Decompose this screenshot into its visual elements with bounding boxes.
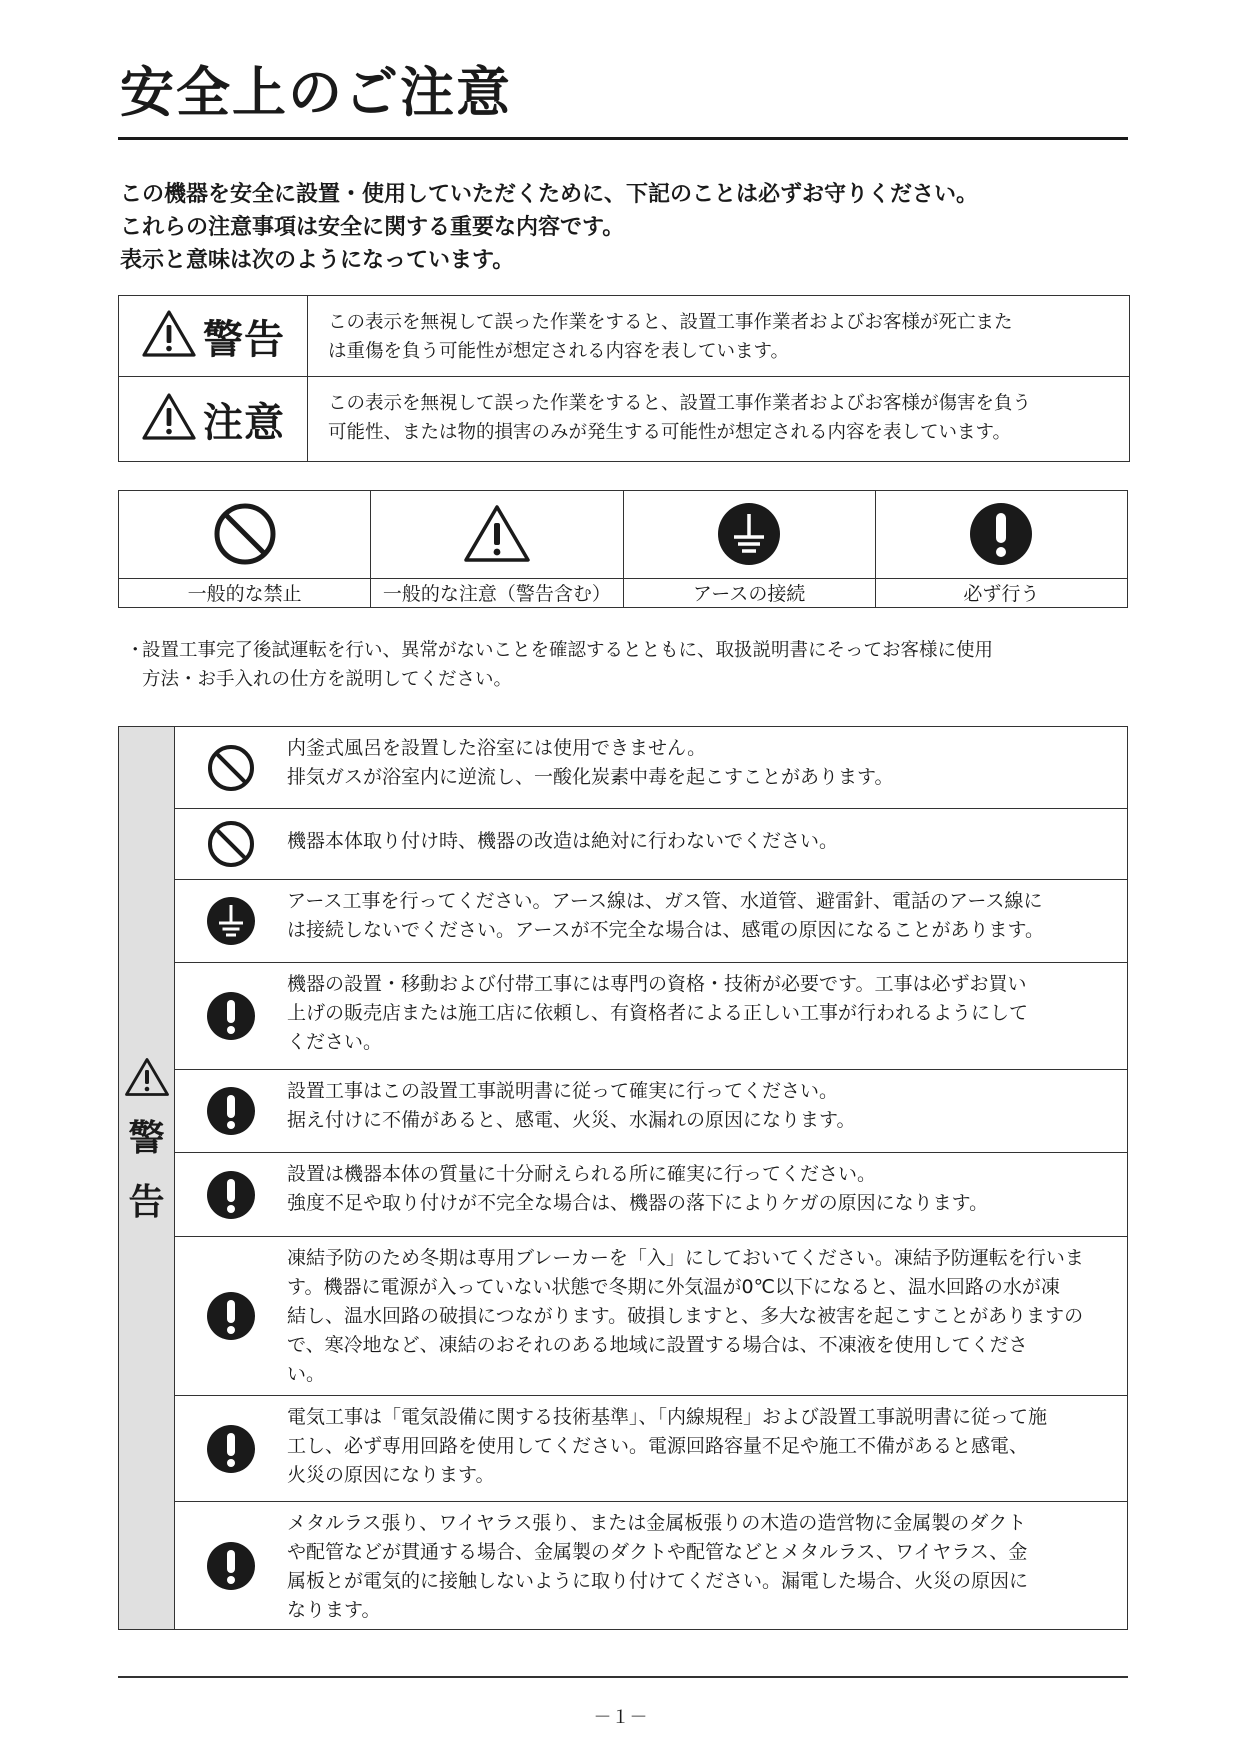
- warning-row: [175, 808, 1127, 879]
- warning-line: 電気工事は「電気設備に関する技術基準」、「内線規程」および設置工事説明書に従って施: [287, 1406, 1048, 1428]
- symbol-cell: [623, 491, 875, 607]
- note-text: [126, 636, 1131, 694]
- warning-text: [287, 963, 1127, 1069]
- symbol-label: アースの接続: [624, 578, 875, 608]
- signal-description: [308, 377, 1129, 461]
- warning-line: アース工事を行ってください。アース線は、ガス管、水道管、避雷針、電話のアース線に: [287, 890, 1043, 912]
- warning-line: は接続しないでください。アースが不完全な場合は、感電の原因になることがあります。: [287, 919, 1044, 941]
- mandatory-icon: [175, 1237, 287, 1395]
- signal-row-warning: [119, 296, 1129, 376]
- warning-line: 据え付けに不備があると、感電、火災、水漏れの原因になります。: [287, 1109, 856, 1131]
- ground-icon: [175, 880, 287, 962]
- warning-triangle-icon: [141, 309, 197, 363]
- warning-text: [287, 1237, 1127, 1395]
- note-bullet: ・: [126, 640, 145, 661]
- symbol-label: 必ず行う: [876, 578, 1127, 608]
- warning-table: [118, 726, 1128, 1630]
- footer-rule: [118, 1676, 1128, 1678]
- ground-icon: [624, 491, 875, 578]
- symbol-legend: [118, 490, 1128, 608]
- intro-line: これらの注意事項は安全に関する重要な内容です。: [120, 215, 625, 240]
- warning-line: す。機器に電源が入っていない状態で冬期に外気温が0℃以下になると、温水回路の水が凍: [287, 1276, 1060, 1298]
- warning-row: [175, 1236, 1127, 1395]
- warning-line: 凍結予防のため冬期は専用ブレーカーを「入」にしておいてください。凍結予防運転を行いま: [287, 1247, 1084, 1269]
- symbol-label: 一般的な注意（警告含む）: [371, 578, 622, 608]
- warning-line: 排気ガスが浴室内に逆流し、一酸化炭素中毒を起こすことがあります。: [287, 766, 894, 788]
- warning-line: メタルラス張り、ワイヤラス張り、または金属板張りの木造の造営物に金属製のダクト: [287, 1512, 1027, 1534]
- warning-row: [175, 1152, 1127, 1236]
- mandatory-icon: [175, 1502, 287, 1629]
- mandatory-icon: [876, 491, 1127, 578]
- warning-text: [287, 727, 1127, 808]
- side-char: 警: [128, 1118, 165, 1159]
- warning-line: で、寒冷地など、凍結のおそれのある地域に設置する場合は、不凍液を使用してくださ: [287, 1334, 1028, 1356]
- warning-line: 火災の原因になります。: [287, 1464, 495, 1486]
- signal-label-cell: [119, 296, 308, 376]
- warning-rows: [175, 727, 1127, 1629]
- warning-row: [175, 727, 1127, 808]
- prohibition-icon: [119, 491, 370, 578]
- signal-description: [308, 296, 1129, 376]
- prohibition-icon: [175, 727, 287, 808]
- warning-line: い。: [287, 1363, 326, 1385]
- signal-description-line: は重傷を負う可能性が想定される内容を表しています。: [328, 341, 790, 362]
- signal-word-table: [118, 295, 1130, 462]
- signal-label-cell: [119, 377, 308, 461]
- mandatory-icon: [175, 963, 287, 1069]
- note-line: 方法・お手入れの仕方を説明してください。: [142, 669, 513, 690]
- prohibition-icon: [175, 809, 287, 879]
- warning-row: [175, 1395, 1127, 1501]
- symbol-cell: [875, 491, 1127, 607]
- warning-triangle-icon: [124, 1057, 170, 1101]
- warning-side-label: [119, 727, 175, 1629]
- page-title: 安全上のご注意: [120, 61, 512, 124]
- warning-row: [175, 1069, 1127, 1152]
- warning-text: [287, 1070, 1127, 1152]
- intro-text: [120, 178, 978, 277]
- signal-description-line: この表示を無視して誤った作業をすると、設置工事作業者およびお客様が傷害を負う: [328, 393, 1032, 414]
- warning-line: 設置は機器本体の質量に十分耐えられる所に確実に行ってください。: [287, 1163, 877, 1185]
- page-number: －１－: [593, 1707, 648, 1728]
- side-char: 告: [128, 1182, 165, 1223]
- warning-line: 工し、必ず専用回路を使用してください。電源回路容量不足や施工不備があると感電、: [287, 1435, 1029, 1457]
- signal-description-line: 可能性、または物的損害のみが発生する可能性が想定される内容を表しています。: [328, 422, 1012, 443]
- warning-line: や配管などが貫通する場合、金属製のダクトや配管などとメタルラス、ワイヤラス、金: [287, 1541, 1028, 1563]
- warning-triangle-icon: [141, 392, 197, 446]
- warning-line: ください。: [287, 1031, 383, 1053]
- note-line: 設置工事完了後試運転を行い、異常がないことを確認するとともに、取扱説明書にそってお客様に使用: [142, 640, 994, 661]
- warning-text: [287, 880, 1127, 962]
- warning-text: [287, 1502, 1127, 1629]
- signal-description-line: この表示を無視して誤った作業をすると、設置工事作業者およびお客様が死亡また: [328, 312, 1013, 333]
- warning-line: 機器の設置・移動および付帯工事には専門の資格・技術が必要です。工事は必ずお買い: [287, 973, 1027, 995]
- title-underline: [118, 137, 1128, 140]
- warning-row: [175, 1501, 1127, 1629]
- symbol-cell: [370, 491, 622, 607]
- intro-line: この機器を安全に設置・使用していただくために、下記のことは必ずお守りください。: [120, 182, 979, 207]
- note: [126, 636, 1131, 694]
- warning-line: 結し、温水回路の破損につながります。破損しますと、多大な被害を起こすことがありますの: [287, 1305, 1084, 1327]
- caution-triangle-icon: [371, 491, 622, 578]
- warning-text: [287, 1153, 1127, 1236]
- mandatory-icon: [175, 1396, 287, 1501]
- warning-line: 機器本体取り付け時、機器の改造は絶対に行わないでください。: [287, 830, 839, 852]
- signal-row-caution: [119, 376, 1129, 461]
- warning-row: [175, 962, 1127, 1069]
- warning-text: [287, 1396, 1127, 1501]
- symbol-label: 一般的な禁止: [119, 578, 370, 608]
- warning-line: 強度不足や取り付けが不完全な場合は、機器の落下によりケガの原因になります。: [287, 1192, 989, 1214]
- mandatory-icon: [175, 1070, 287, 1152]
- warning-line: 内釜式風呂を設置した浴室には使用できません。: [287, 737, 707, 759]
- mandatory-icon: [175, 1153, 287, 1236]
- signal-word-caution: 注意: [203, 399, 285, 446]
- warning-line: 設置工事はこの設置工事説明書に従って確実に行ってください。: [287, 1080, 839, 1102]
- warning-line: 上げの販売店または施工店に依頼し、有資格者による正しい工事が行われるようにして: [287, 1002, 1029, 1024]
- signal-word-warning: 警告: [203, 316, 285, 363]
- intro-line: 表示と意味は次のようになっています。: [120, 248, 515, 273]
- warning-text: [287, 809, 1127, 879]
- warning-line: 属板とが電気的に接触しないように取り付けてください。漏電した場合、火災の原因に: [287, 1570, 1029, 1592]
- symbol-cell: [119, 491, 370, 607]
- warning-line: なります。: [287, 1599, 381, 1621]
- warning-row: [175, 879, 1127, 962]
